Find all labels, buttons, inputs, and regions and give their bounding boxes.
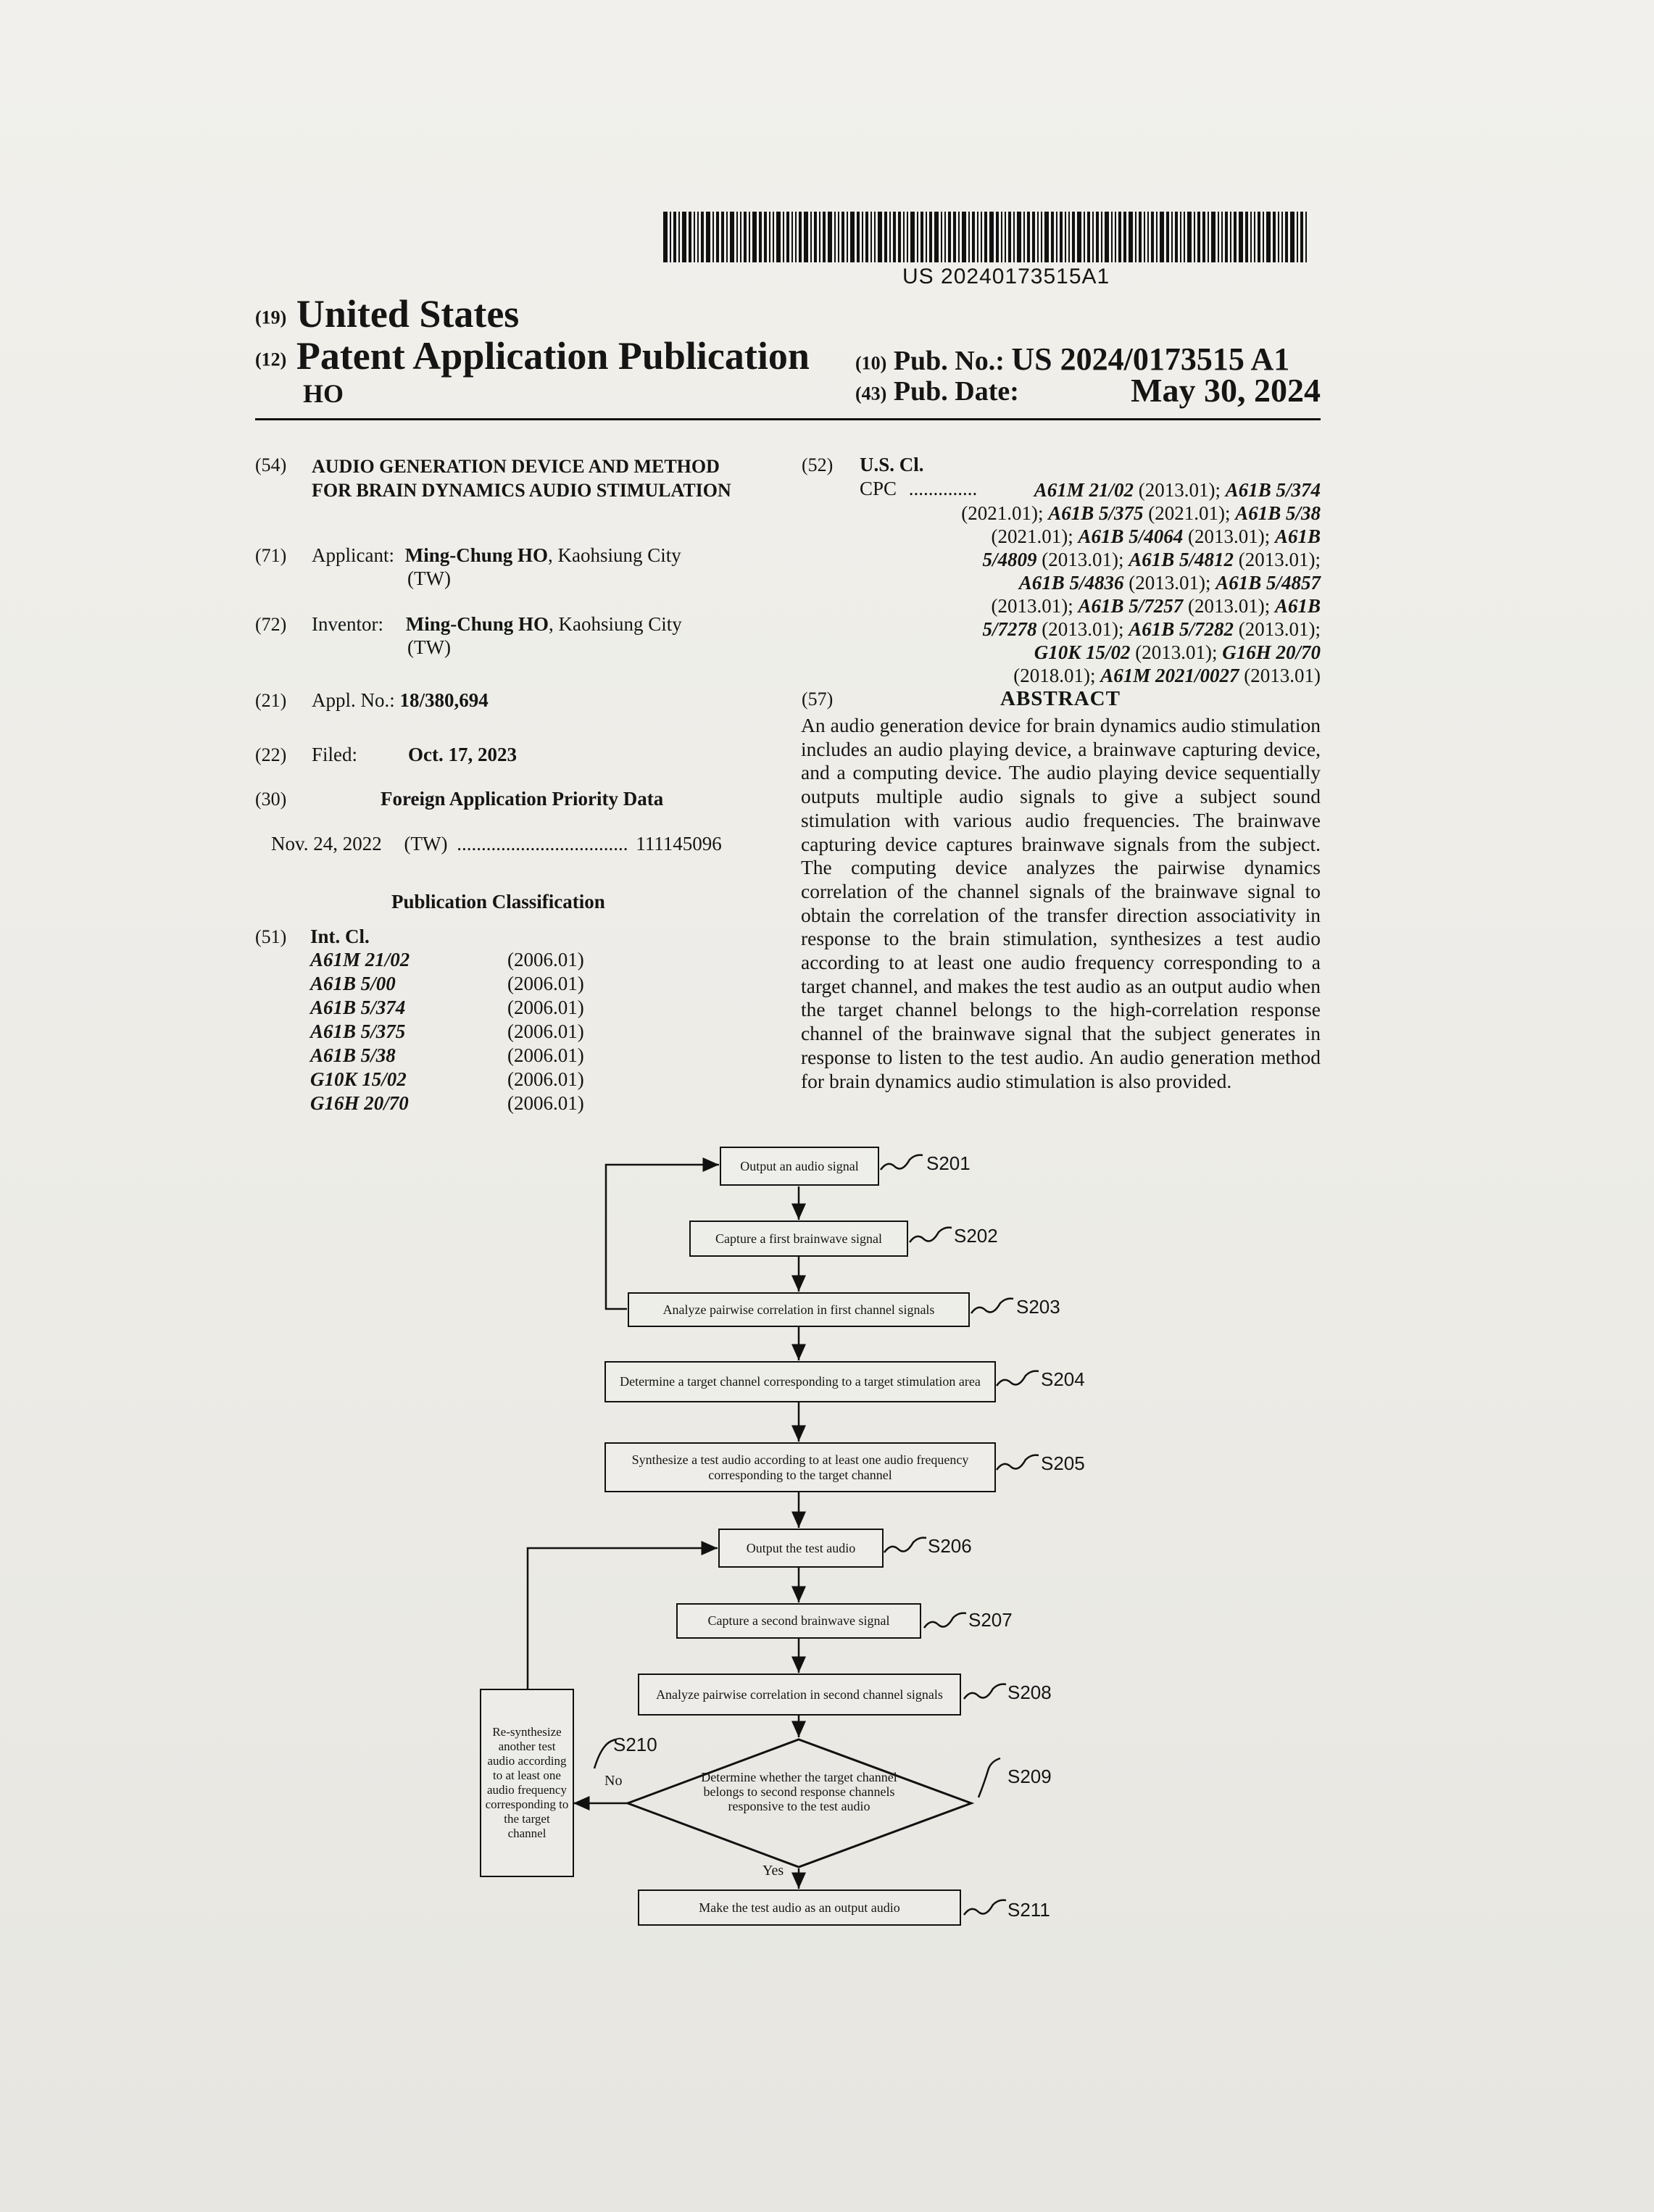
intcl-code: G16H 20/70 (310, 1092, 409, 1114)
cpc-version: (2013.01); (1036, 618, 1129, 640)
cpc-code: A61B (1274, 595, 1321, 617)
cpc-version: (2013.01); (1133, 479, 1226, 501)
intcl-version: (2006.01) (507, 1092, 584, 1114)
intcl-version: (2006.01) (507, 973, 584, 994)
step-box-s205: Synthesize a test audio according to at least one audio frequency corresponding to the target channel (604, 1442, 996, 1492)
step-box-s206: Output the test audio (718, 1529, 884, 1568)
step-label-s202: S202 (954, 1225, 998, 1247)
pubdate-tag: (43) (855, 383, 887, 404)
leader-s209 (978, 1758, 1000, 1797)
inventor-number: (72) (255, 614, 287, 635)
leader-s211 (964, 1900, 1006, 1915)
cpc-version: (2013.01) (1239, 665, 1321, 686)
cpc-version: (2013.01); (1234, 618, 1321, 640)
abstract-heading: ABSTRACT (1000, 687, 1121, 710)
appl-label: Appl. No.: (312, 689, 395, 711)
invention-title: AUDIO GENERATION DEVICE AND METHOD FOR BRAIN DYNAMICS AUDIO STIMULATION (312, 456, 731, 501)
inventor-location: , Kaohsiung City (549, 613, 682, 635)
uscl-tag: (52) (802, 454, 834, 475)
cpc-code: G10K 15/02 (1034, 641, 1131, 663)
cpc-version: (2013.01); (1183, 595, 1275, 617)
step-label-s210: S210 (613, 1734, 657, 1755)
publication-classification-heading: Publication Classification (391, 891, 605, 912)
intcl-label: Int. Cl. (310, 926, 370, 947)
applicant-country: (TW) (407, 567, 451, 589)
step-label-s207: S207 (968, 1609, 1013, 1631)
intcl-code: A61B 5/00 (310, 973, 396, 994)
cpc-code: A61B 5/375 (1048, 502, 1144, 524)
intcl-version: (2006.01) (507, 1020, 584, 1042)
priority-date: Nov. 24, 2022 (271, 833, 382, 855)
cpc-label: CPC (860, 478, 897, 499)
priority-tag: (30) (255, 789, 287, 810)
step-box-s202: Capture a first brainwave signal (689, 1221, 908, 1257)
cpc-version: (2021.01); (961, 502, 1049, 524)
leader-s204 (997, 1371, 1039, 1386)
cpc-version: (2013.01); (1183, 525, 1275, 547)
cpc-version: (2018.01); (1013, 665, 1101, 686)
cpc-code: A61M 2021/0027 (1100, 665, 1239, 686)
barcode-number: US 20240173515A1 (902, 265, 1110, 288)
filed-value: Oct. 17, 2023 (408, 744, 517, 765)
step-label-s211: S211 (1007, 1899, 1050, 1921)
leader-s201 (881, 1155, 923, 1170)
cpc-code: A61B 5/7257 (1078, 595, 1184, 617)
step-label-s208: S208 (1007, 1681, 1052, 1703)
step-label-s203: S203 (1016, 1296, 1060, 1318)
pubtype-name: Patent Application Publication (296, 334, 810, 378)
applicant-label: Applicant: (312, 544, 394, 566)
intcl-version: (2006.01) (507, 1044, 584, 1066)
intcl-version: (2006.01) (507, 949, 584, 970)
intcl-code: A61B 5/38 (310, 1044, 396, 1066)
abstract-text: An audio generation device for brain dynamics audio stimulation includes an audio playing device, a brainwave capturing device, and a computing device. The audio playing device sequentially outputs multiple audio signals to give a subject sound stimulation with various audio frequencies. The brainwave capturing device captures brainwave signals from the subject. The computing device analyzes the pairwise dynamics correlation of the channel signals of the brainwave signal to obtain the correlation of the transfer direction associativity in response to the brain stimulation, synthesizes a test audio according to at least one audio frequency corresponding to a target channel, and makes the test audio as an output audio when the target channel belongs to the high-correlation response channel of the brainwave signal that the subject generates in response to listen to the test audio. An audio generation method for brain dynamics audio stimulation is also provided. (801, 714, 1321, 1092)
intcl-code: A61M 21/02 (310, 949, 410, 970)
inventor-short: HO (303, 379, 344, 408)
inventor-country: (TW) (407, 636, 451, 658)
priority-country: (TW) (404, 833, 448, 855)
inventor-name: Ming-Chung HO (405, 613, 549, 635)
cpc-dots: .............. (908, 478, 978, 499)
cpc-code: 5/7278 (982, 618, 1037, 640)
pubtype-tag: (12) (255, 349, 287, 370)
pubno-value: US 2024/0173515 A1 (1011, 341, 1290, 377)
cpc-code: A61B 5/4812 (1129, 549, 1234, 570)
cpc-code: G16H 20/70 (1222, 641, 1321, 663)
branch-label-no: No (604, 1773, 623, 1789)
step-box-s203: Analyze pairwise correlation in first channel signals (628, 1292, 970, 1327)
intcl-code: A61B 5/374 (310, 997, 406, 1018)
cpc-code: 5/4809 (982, 549, 1037, 570)
applicant-number: (71) (255, 545, 287, 566)
cpc-code: A61B 5/374 (1225, 479, 1321, 501)
intcl-version: (2006.01) (507, 1068, 584, 1090)
step-box-s208: Analyze pairwise correlation in second channel signals (638, 1673, 961, 1716)
pubdate-label: Pub. Date: (893, 376, 1019, 407)
priority-heading: Foreign Application Priority Data (381, 788, 664, 810)
step-label-s204: S204 (1041, 1368, 1085, 1390)
country-tag: (19) (255, 307, 287, 328)
title-number: (54) (255, 454, 287, 475)
appl-value: 18/380,694 (399, 689, 489, 711)
cpc-code: A61B 5/4836 (1018, 572, 1124, 594)
cpc-code: A61B 5/4064 (1078, 525, 1184, 547)
cpc-version: (2013.01); (1234, 549, 1321, 570)
appl-number-tag: (21) (255, 690, 287, 711)
cpc-code: A61M 21/02 (1034, 479, 1134, 501)
step-label-s205: S205 (1041, 1452, 1085, 1474)
uscl-label: U.S. Cl. (860, 454, 924, 475)
leader-s206 (884, 1538, 926, 1552)
cpc-version: (2013.01); (1036, 549, 1129, 570)
leader-s203 (971, 1299, 1013, 1313)
step-box-s211: Make the test audio as an output audio (638, 1889, 961, 1926)
priority-dots: ................................... (457, 833, 628, 855)
leader-s205 (997, 1455, 1039, 1470)
leader-s208 (964, 1684, 1006, 1699)
decision-text-s209: Determine whether the target channel belongs to second response channels responsive to the test audio (701, 1770, 897, 1813)
step-box-s207: Capture a second brainwave signal (676, 1603, 921, 1639)
cpc-version: (2013.01); (991, 595, 1079, 617)
cpc-version: (2013.01); (1123, 572, 1216, 594)
inventor-label: Inventor: (312, 613, 383, 635)
cpc-code: A61B 5/7282 (1129, 618, 1234, 640)
intcl-version: (2006.01) (507, 997, 584, 1018)
applicant-name: Ming-Chung HO (404, 544, 549, 566)
cpc-code: A61B 5/38 (1235, 502, 1321, 524)
cpc-code: A61B (1274, 525, 1321, 547)
step-box-s204: Determine a target channel corresponding to a target stimulation area (604, 1361, 996, 1402)
leader-s207 (924, 1613, 966, 1628)
pubno-tag: (10) (855, 352, 887, 374)
pubdate-value: May 30, 2024 (1131, 372, 1321, 409)
leader-s202 (910, 1228, 952, 1242)
cpc-version: (2013.01); (1130, 641, 1223, 663)
step-box-s201: Output an audio signal (720, 1147, 879, 1186)
abstract-tag: (57) (802, 689, 834, 710)
priority-number: 111145096 (636, 833, 722, 855)
branch-label-yes: Yes (762, 1863, 784, 1879)
country-name: United States (296, 292, 520, 336)
intcl-tag: (51) (255, 926, 287, 947)
step-label-s206: S206 (928, 1535, 972, 1557)
intcl-code: G10K 15/02 (310, 1068, 407, 1090)
cpc-version: (2021.01); (991, 525, 1079, 547)
cpc-code: A61B 5/4857 (1215, 572, 1321, 594)
applicant-location: , Kaohsiung City (548, 544, 681, 566)
step-label-s209: S209 (1007, 1766, 1052, 1787)
filed-tag: (22) (255, 744, 287, 765)
step-box-s210: Re-synthesize another test audio according to at least one audio frequency corresponding to the target channel (480, 1689, 574, 1877)
filed-label: Filed: (312, 744, 358, 765)
step-label-s201: S201 (926, 1152, 971, 1174)
pubno-label: Pub. No.: (893, 346, 1005, 376)
cpc-version: (2021.01); (1143, 502, 1236, 524)
intcl-code: A61B 5/375 (310, 1020, 406, 1042)
